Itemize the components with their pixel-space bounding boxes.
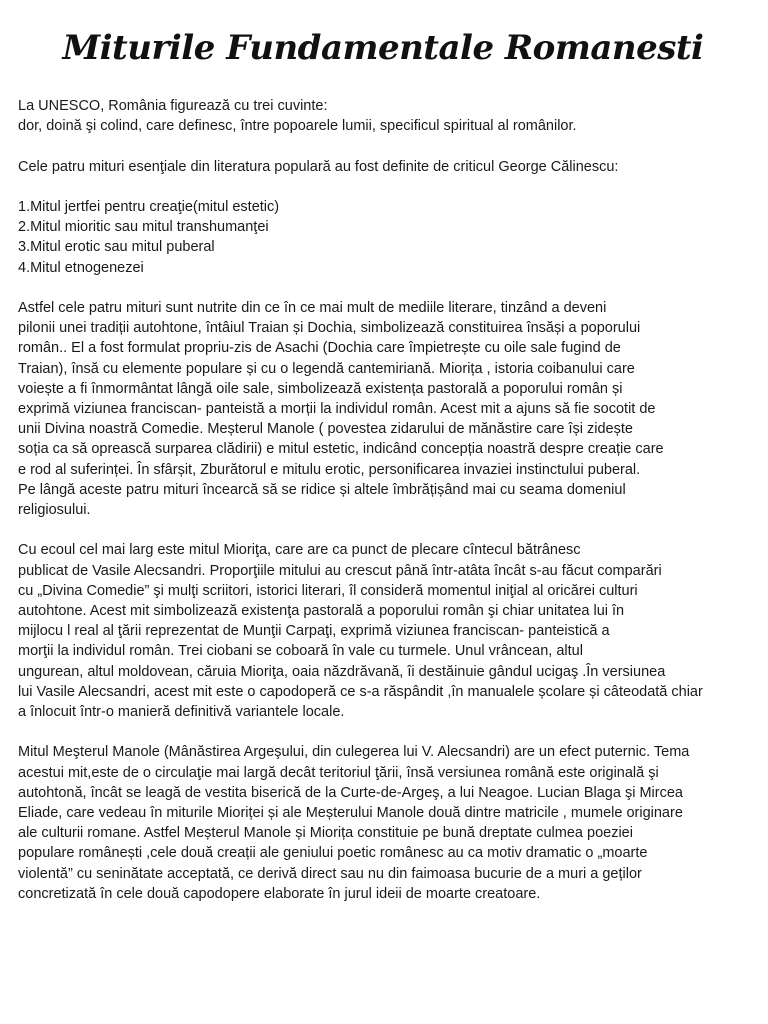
document-body: [18, 96, 748, 904]
text-line: exprimă viziunea franciscan- panteistă a morții la individul român. Acest mit a ajuns să fie socotit de: [18, 401, 656, 417]
text-line: Traian), însă cu elemente populare și cu o legendă cantemiriană. Miorița , istoria coibanului care: [18, 360, 635, 377]
paragraph-spacer: [18, 177, 748, 197]
text-line: Cu ecoul cel mai larg este mitul Mioriţa, care are ca punct de plecare cîntecul bătrânesc: [18, 542, 581, 559]
paragraph-spacer: [18, 520, 748, 540]
text-line: Mitul Meşterul Manole (Mânăstirea Argeşului, din culegerea lui V. Alecsandri) are un efect puternic. Tema: [18, 744, 690, 761]
paragraph-spacer: [18, 722, 748, 742]
text-line: 4.Mitul etnogenezei: [18, 259, 144, 276]
text-line: ungurean, altul moldovean, căruia Mioriţa, oaia năzdrăvană, îi destăinuie gândul ucigaş .În versiunea: [18, 663, 666, 680]
text-line: religiosului.: [18, 502, 91, 519]
text-line: e rod al suferinței. În sfârșit, Zburătorul e mitulu erotic, personificarea invaziei instinctului puberal.: [18, 461, 641, 478]
text-line: soția ca să oprească surparea clădirii) e mitul estetic, indicând concepția noastră despre creație care: [18, 441, 664, 458]
text-line: concretizată în cele două capodopere elaborate în jurul ideii de moarte creatoare.: [18, 885, 541, 902]
text-line: Cele patru mituri esenţiale din literatura populară au fost definite de criticul George Călinescu:: [18, 158, 619, 175]
text-line: voiește a fi înmormântat lângă oile sale, simbolizează existența pastorală a poporului român și: [18, 380, 623, 397]
text-line: a înlocuit într-o manieră definitivă variantele locale.: [18, 704, 345, 721]
text-line: La UNESCO, România figurează cu trei cuvinte:: [18, 98, 328, 114]
text-line: morţii la individul român. Trei ciobani se coboară în vale cu turmele. Unul vrâncean, altul: [18, 643, 583, 660]
text-line: unii Divina noastră Comedie. Meșterul Manole ( povestea zidarului de mănăstire care își zidește: [18, 421, 633, 438]
text-line: cu „Divina Comedie” şi mulţi scriitori, istorici literari, îl consideră momentul iniţial al oricărei culturi: [18, 582, 638, 599]
paragraph-spacer: [18, 136, 748, 156]
text-line: ale culturii romane. Astfel Meșterul Manole și Miorița constituie pe bună dreptate culmea poeziei: [18, 825, 633, 842]
text-line: Eliade, care vedeau în miturile Mioriței și ale Meșterului Manole două dintre matricile , mumele originare: [18, 805, 683, 822]
text-line: acestui mit,este de o circulaţie mai largă decât teritoriul ţării, însă versiunea română este originală şi: [18, 764, 659, 781]
document-title: Miturile Fundamentale Romanesti: [62, 28, 704, 68]
text-line: autohtonă, încât se leagă de vestita biserică de la Curte-de-Argeş, a lui Neagoe. Lucian Blaga şi Mircea: [18, 784, 683, 801]
text-line: dor, doină şi colind, care definesc, între popoarele lumii, specificul spiritual al românilor.: [18, 118, 577, 135]
text-line: Astfel cele patru mituri sunt nutrite din ce în ce mai mult de mediile literare, tinzând a deveni: [18, 299, 607, 316]
text-line: român.. El a fost formulat propriu-zis de Asachi (Dochia care împietrește cu oile sale fugind de: [18, 340, 621, 357]
text-line: pilonii unei tradiții autohtone, întâiul Traian și Dochia, simbolizează constituirea însăși a poporului: [18, 320, 641, 337]
text-line: violentă” cu seninătate acceptată, ce derivă direct sau nu din faimoasa bucurie de a muri a geților: [18, 865, 642, 882]
text-line: 1.Mitul jertfei pentru creaţie(mitul estetic): [18, 198, 280, 215]
text-line: Pe lângă aceste patru mituri încearcă să se ridice și altele îmbrățișând mai cu seama domeniul: [18, 481, 626, 498]
text-line: 2.Mitul mioritic sau mitul transhumanţei: [18, 219, 269, 236]
text-line: autohtone. Acest mit simbolizează existenţa pastorală a poporului român şi chiar unitatea lui în: [18, 603, 625, 620]
text-line: mijlocu l real al ţării reprezentat de Munţii Carpaţi, exprimă viziunea franciscan- panteistică a: [18, 623, 610, 640]
text-line: 3.Mitul erotic sau mitul puberal: [18, 239, 215, 256]
paragraph-spacer: [18, 278, 748, 298]
text-line: populare românești ,cele două creații ale geniului poetic românesc au ca motiv dramatic o „moarte: [18, 845, 648, 862]
text-line: lui Vasile Alecsandri, acest mit este o capodoperă ce s-a răspândit ,în manualele școlare și câteodată chiar: [18, 683, 703, 700]
text-line: publicat de Vasile Alecsandri. Proporţiile mitului au crescut până într-atâta încât s-au făcut comparări: [18, 562, 662, 579]
